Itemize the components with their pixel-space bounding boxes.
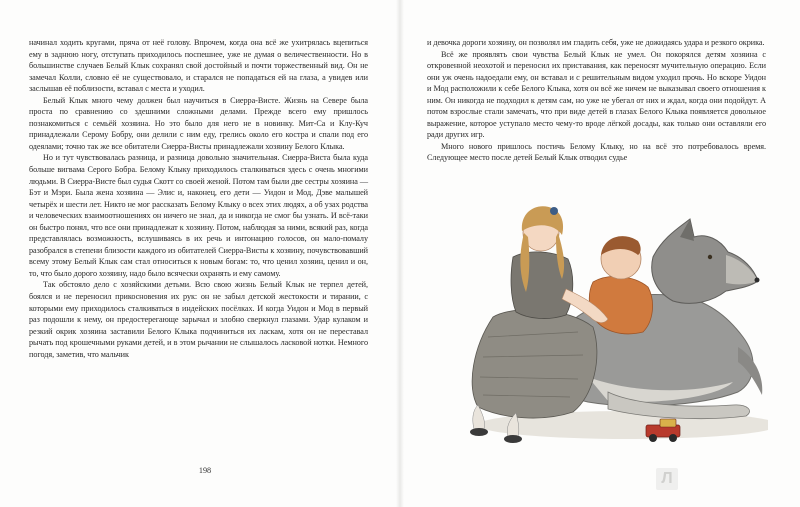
left-paragraph: Но и тут чувствовалась разница, и разница довольно значительная. Сиерра-Виста была куда больше вигвама Серого Бобра. Белому Клыку приходилось сталкиваться здесь с очень многими людьми. В Сиерра-Висте был судья Скотт со своей женой. Потом там были две сестры хозяина — Бэт и Мэри. Была жена хозяина — Элис и, наконец, его дети — Уидон и Мод, Дэве малышей четырёх и шести лет. Никто не мог рассказать Белому Клыку о всех этих людях, а об узах родства и человеческих взаимоотношениях он ничего не знал, да и никогда не смог бы узнать. И всё-таки он быстро понял, что все они принадлежат к хозяину. Потом, наблюдая за ними, всякий раз, когда представлялась возможность, вслушиваясь в их речь и интонацию голосов, он мало-помалу разобрался в степени близости каждого из обитателей Сиерра-Висты к хозяину, почувствовавший всему этому Белый Клык сам стал относиться к новым богам: то, что ценил хозяин, ценил и он, то, что было дорого хозяину, надо было всячески охранять и ему самому. (29, 153, 368, 278)
wolf-eye (708, 255, 712, 259)
girl-shoe-right (504, 435, 522, 443)
right-paragraph: Всё же проявлять свои чувства Белый Клык не умел. Он покорялся детям хозяина с откровенной неохотой и переносил их приставания, как переносят мучительную операцию. Если они уж очень надоедали ему, он вставал и с решительным видом уходил прочь. Но вскоре Уидон и Мод расположили к себе Белого Клыка, хотя он всё же ничем не выказывал своего отношения к ним. Он никогда не подходил к детям сам, но уже не убегал от них и ждал, когда они подойдут. А потом взрослые стали замечать, что при виде детей в глазах Белого Клыка появляется довольное выражение, которое уступало место чему-то вроде лёгкой досады, как только они оставляли его ради других игр. (427, 49, 766, 140)
children-with-wolf-illustration (458, 197, 768, 447)
page-number: 198 (198, 466, 212, 475)
left-paragraph: Белый Клык много чему должен был научиться в Сиерра-Висте. Жизнь на Севере была проста по сравнению со здешними сложными делами. Прежде всего ему пришлось познакомиться с семьёй хозяина. Но это было для него не в новинку. Мит-Са и Клу-Куч принадлежали Серому Бобру, они делили с ним еду, грелись около его костра и спали под его одеялами; точно так же все обитатели Сиерра-Висты принадлежали хозяину Белого Клыка. (29, 95, 368, 151)
publisher-logo (656, 468, 678, 490)
right-paragraph: и девочка дороги хозяину, он позволял им гладить себя, уже не дожидаясь удара и резкого окрика. (427, 38, 765, 47)
girl-skirt (472, 310, 597, 418)
girl-hair-bow (550, 207, 558, 215)
right-paragraph: Много нового пришлось постичь Белому Клыку, но на всё это потребовалось время. Следующее место после детей Белый Клык отводил судье (427, 141, 766, 163)
left-paragraph: Так обстояло дело с хозяйскими детьми. Всю свою жизнь Белый Клык не терпел детей, боялся и не переносил прикосновения их рук: он не забыл детской жестокости и тирании, с которыми ему приходилось сталкиваться в индейских посёлках. И когда Уидон и Мод в первый раз подошли к нему, он предостерегающе зарычал и злобно сверкнул глазами. Удар кулаком и резкий окрик хозяина заставили Белого Клыка подчиниться их ласкам, хотя он не переставал рычать под крошечными руками детей, и в этом рычании не слышалось ласковой нотки. Немного погодя, заметив, что мальчик (29, 280, 368, 359)
wolf-head (652, 219, 758, 303)
wolf-nose (755, 278, 760, 283)
left-text-column (29, 37, 368, 360)
right-text-column (427, 37, 766, 164)
publisher-logo-letter: Л (661, 470, 673, 487)
girl-shoe-left (470, 428, 488, 436)
left-paragraph: начинал ходить кругами, пряча от неё голову. Впрочем, когда она всё же ухитрялась вцепиться ему в заднюю ногу, отступать приходилось поспешнее, уже не думая о величественности. Но в большинстве случаев Белый Клык сохранял свой достойный и почти торжественный вид. Он не замечал Колли, словно её не существовало, и старался не попадаться ей на глаза, а увидев или заслышав её поблизости, вставал с места и уходил. (29, 38, 368, 94)
book-gutter (396, 0, 404, 507)
